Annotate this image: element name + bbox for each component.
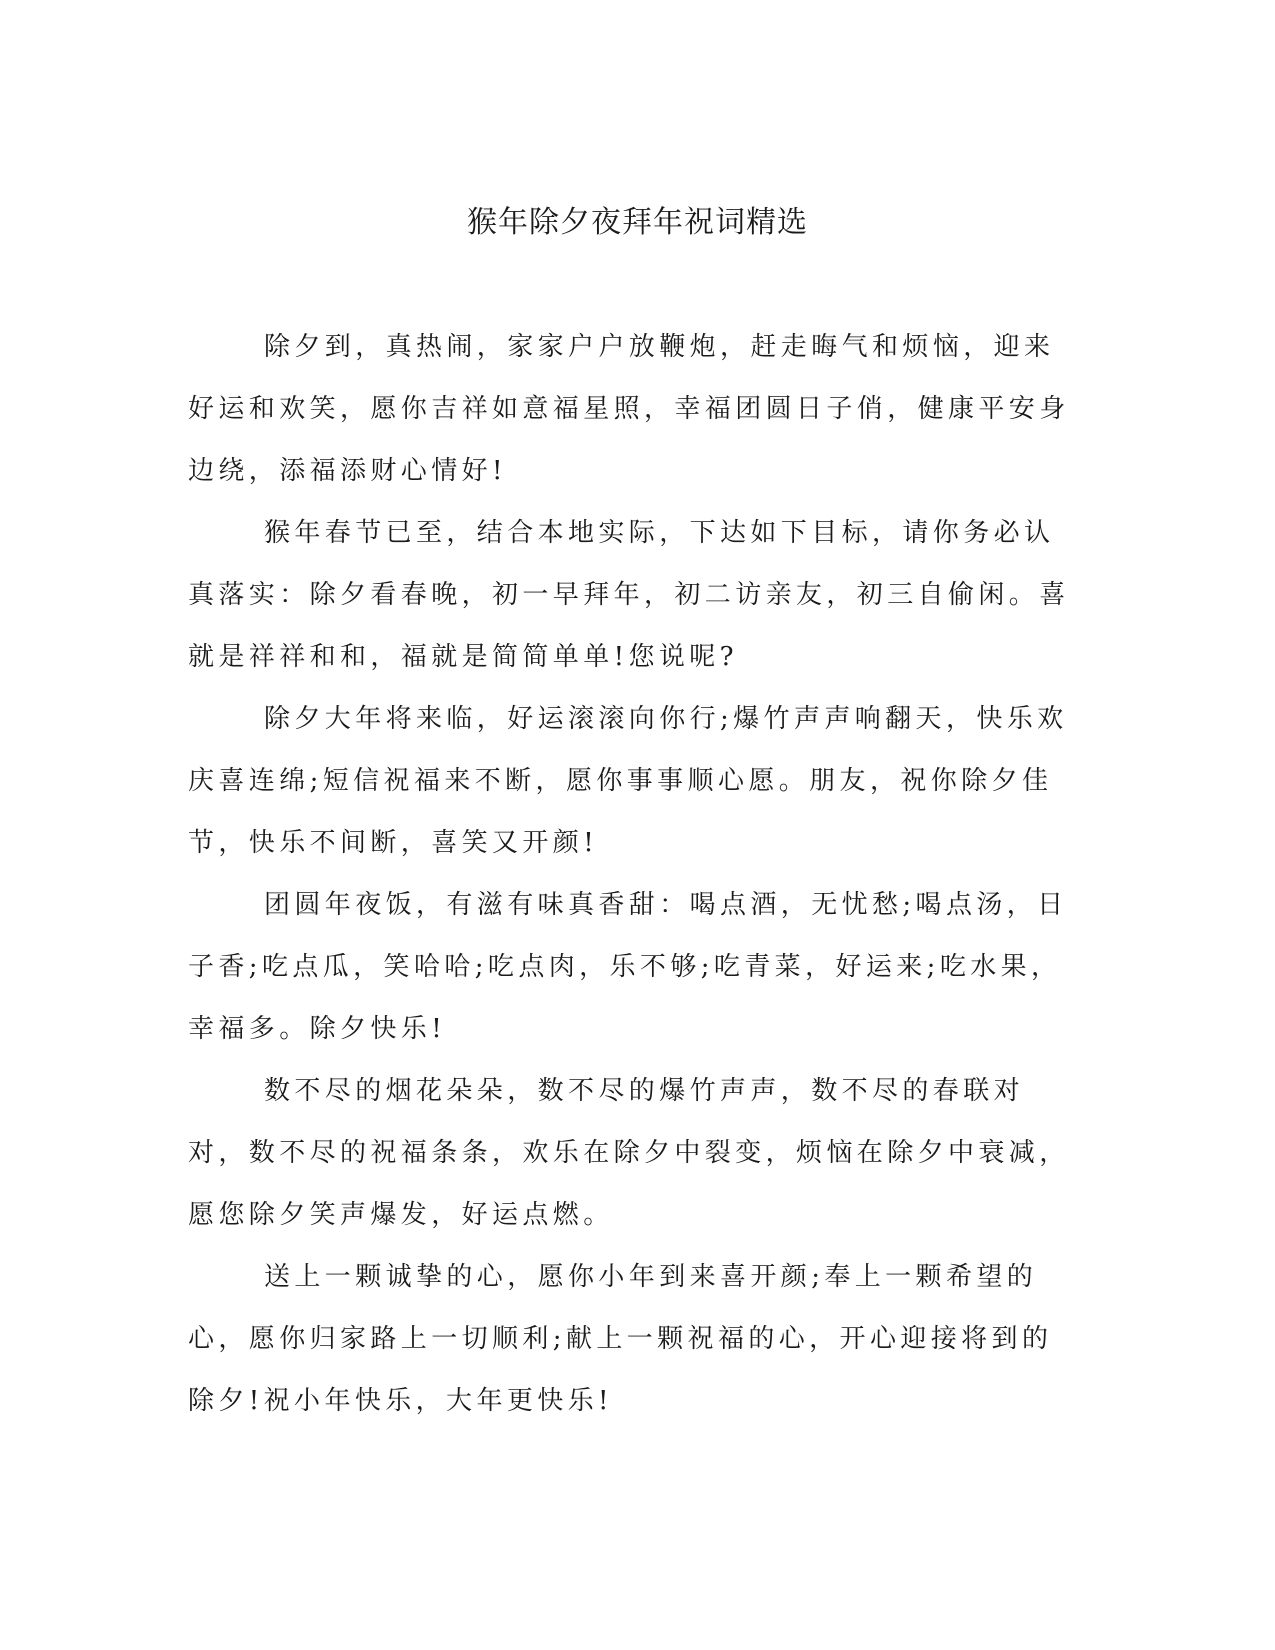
- paragraph-6: 送上一颗诚挚的心，愿你小年到来喜开颜;奉上一颗希望的心，愿你归家路上一切顺利;献上一颗祝福的心，开心迎接将到的除夕!祝小年快乐，大年更快乐!: [188, 1262, 1053, 1416]
- paragraph-3: 除夕大年将来临，好运滚滚向你行;爆竹声声响翻天，快乐欢庆喜连绵;短信祝福来不断，愿你事事顺心愿。朋友，祝你除夕佳节，快乐不间断，喜笑又开颜!: [188, 704, 1068, 858]
- paragraph-5: 数不尽的烟花朵朵，数不尽的爆竹声声，数不尽的春联对对，数不尽的祝福条条，欢乐在除夕中裂变，烦恼在除夕中衰减，愿您除夕笑声爆发，好运点燃。: [188, 1076, 1070, 1230]
- document-body: [188, 316, 1078, 1432]
- paragraph-1: 除夕到，真热闹，家家户户放鞭炮，赶走晦气和烦恼，迎来好运和欢笑，愿你吉祥如意福星照，幸福团圆日子俏，健康平安身边绕，添福添财心情好!: [188, 332, 1070, 486]
- paragraph-4: 团圆年夜饭，有滋有味真香甜：喝点酒，无忧愁;喝点汤，日子香;吃点瓜，笑哈哈;吃点肉，乐不够;吃青菜，好运来;吃水果，幸福多。除夕快乐!: [188, 890, 1068, 1044]
- paragraph-2: 猴年春节已至，结合本地实际，下达如下目标，请你务必认真落实：除夕看春晚，初一早拜年，初二访亲友，初三自偷闲。喜就是祥祥和和，福就是简简单单!您说呢?: [188, 518, 1070, 672]
- document-title: 猴年除夕夜拜年祝词精选: [467, 205, 808, 240]
